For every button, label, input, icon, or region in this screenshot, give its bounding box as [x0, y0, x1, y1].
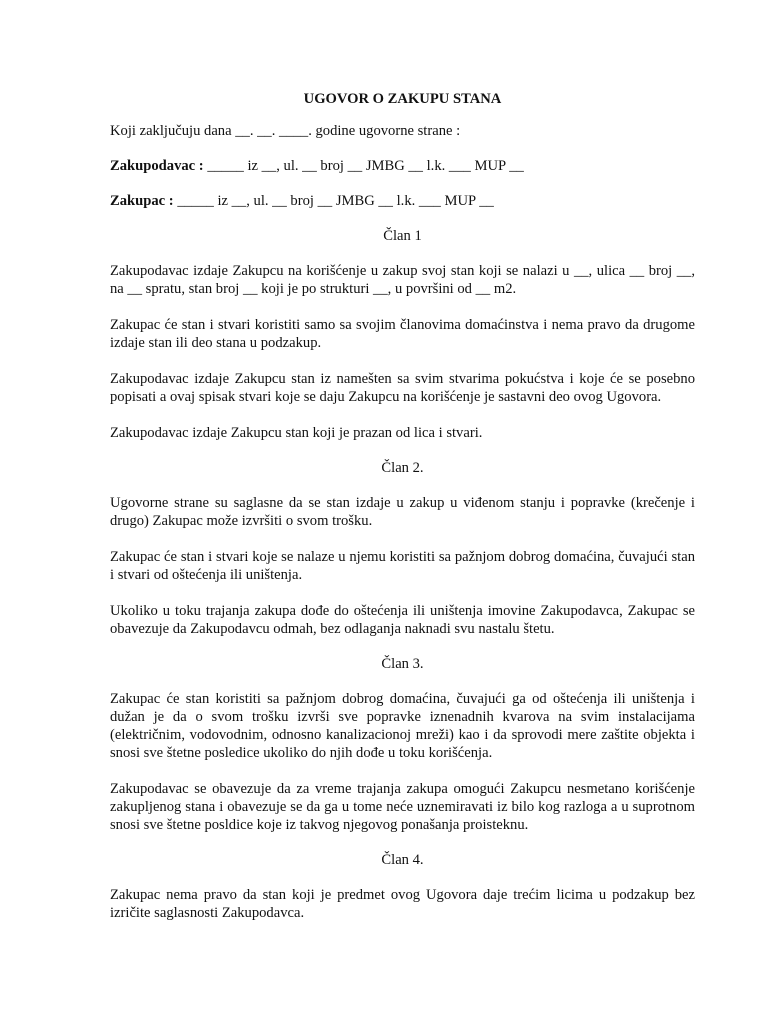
clan1-paragraph-4: Zakupodavac izdaje Zakupcu stan koji je prazan od lica i stvari. [110, 425, 483, 441]
clan1-paragraph-2: Zakupac će stan i stvari koristiti samo sa svojim članovima domaćinstva i nema pravo da drugome izdaje stan ili deo stana u podzakup. [110, 317, 695, 351]
clan3-paragraph-1: Zakupac će stan koristiti sa pažnjom dobrog domaćina, čuvajući ga od oštećenja ili uništenja i dužan je da o svom trošku izvrši sve popravke iznenadnih kvarova na svim instalacijama (električnim, vodovodnim, odnosno kanalizacionoj mreži) kao i da sprovodi mere zaštite objekta i snosi sve štetne posledice ukoliko do njih dođe u toku korišćenja. [110, 691, 695, 761]
clan3-heading: Član 3. [381, 656, 424, 672]
clan3-paragraph-2: Zakupodavac se obavezuje da za vreme trajanja zakupa omogući Zakupcu nesmetano korišćenje zakupljenog stana i obavezuje se da ga u tome neće uznemiravati iz bilo kog razloga a u suprotnom snosi sve štetne posldice koje iz takvog njegovog ponašanja proisteknu. [110, 781, 695, 833]
clan1-paragraph-3: Zakupodavac izdaje Zakupcu stan iz namešten sa svim stvarima pokućstva i koje će se posebno popisati a ovaj spisak stvari koje se daju Zakupcu na korišćenje je sastavni deo ovog Ugovora. [110, 371, 695, 405]
intro-line: Koji zaključuju dana __. __. ____. godine ugovorne strane : [110, 123, 461, 139]
tenant-label: Zakupac : [110, 193, 174, 209]
document-title: UGOVOR O ZAKUPU STANA [303, 91, 502, 107]
clan2-paragraph-1: Ugovorne strane su saglasne da se stan izdaje u zakup u viđenom stanju i popravke (krečenje i drugo) Zakupac može izvršiti o svom trošku. [110, 495, 695, 529]
clan1-paragraph-1: Zakupodavac izdaje Zakupcu na korišćenje u zakup svoj stan koji se nalazi u __, ulica __ broj __, na __ spratu, stan broj __ koji je po strukturi __, u površini od __ m2. [110, 263, 695, 297]
lessor-label: Zakupodavac : [110, 158, 204, 174]
clan2-paragraph-3: Ukoliko u toku trajanja zakupa dođe do oštećenja ili uništenja imovine Zakupodavca, Zakupac se obavezuje da Zakupodavcu odmah, bez odlaganja naknadi svu nastalu štetu. [110, 603, 695, 637]
clan2-heading: Član 2. [381, 460, 424, 476]
clan4-heading: Član 4. [381, 852, 424, 868]
lessor-details: _____ iz __, ul. __ broj __ JMBG __ l.k. ___ MUP __ [203, 158, 524, 174]
lessor-line [110, 157, 695, 175]
tenant-line [110, 192, 695, 210]
tenant-details: _____ iz __, ul. __ broj __ JMBG __ l.k. ___ MUP __ [173, 193, 494, 209]
clan4-paragraph-1: Zakupac nema pravo da stan koji je predmet ovog Ugovora daje trećim licima u podzakup bez izričite saglasnosti Zakupodavca. [110, 887, 695, 921]
clan2-paragraph-2: Zakupac će stan i stvari koje se nalaze u njemu koristiti sa pažnjom dobrog domaćina, čuvajući stan i stvari od oštećenja ili uništenja. [110, 549, 695, 583]
contract-page [110, 90, 695, 922]
clan1-heading: Član 1 [383, 228, 422, 244]
